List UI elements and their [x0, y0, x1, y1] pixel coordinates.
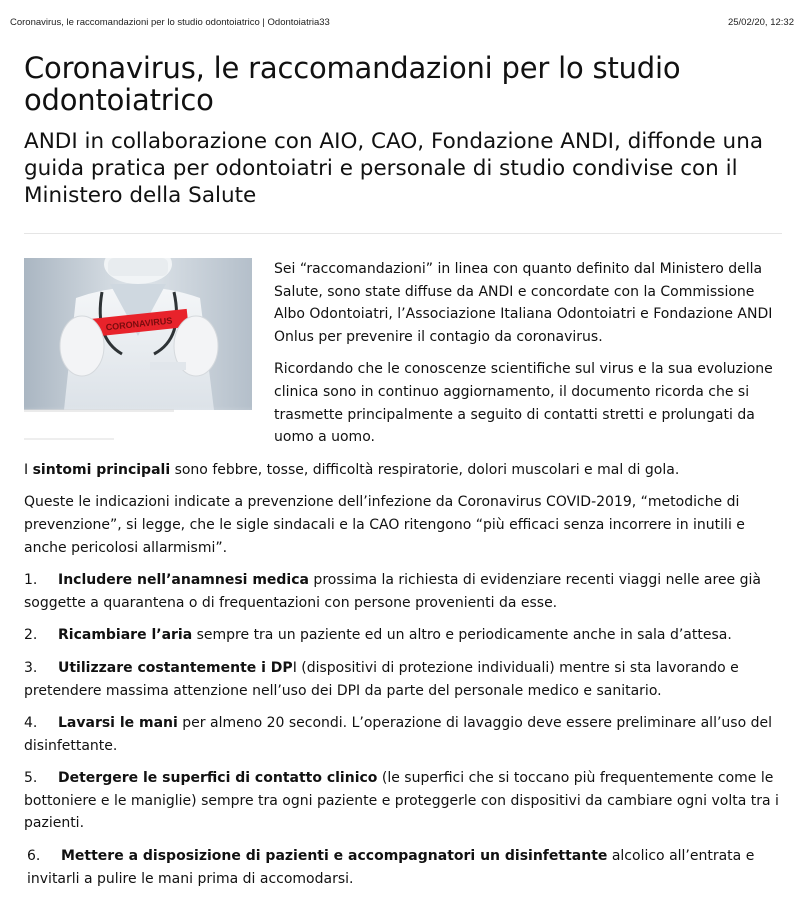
step-title: Lavarsi le mani	[58, 715, 178, 732]
p3-bold: sintomi principali	[32, 461, 171, 478]
step-text: I (dispositivi di protezione individuali) mentre si sta lavorando e pretendere massima attenzione nell’uso dei DPI da parte del personale medico e sanitario.	[24, 659, 739, 699]
step-number: 2.	[24, 627, 38, 644]
step-title: Includere nell’anamnesi medica	[58, 572, 309, 589]
step-text: prossima la richiesta di evidenziare recenti viaggi nelle aree già soggette a quarantena o di frequentazioni con persone provenienti da esse.	[24, 572, 761, 611]
step-number: 4.	[24, 715, 38, 732]
step-5	[24, 767, 784, 835]
page-title-header: Coronavirus, le raccomandazioni per lo studio odontoiatrico | Odontoiatria33	[10, 17, 330, 28]
paragraph-3	[24, 459, 784, 482]
paragraph-4: Queste le indicazioni indicate a prevenzione dell’infezione da Coronavirus COVID-2019, “metodiche di prevenzione”, si legge, che le sigle sindacali e la CAO ritengono “più efficaci senza incorrere in inutili e anche pericolosi allarmismi”.	[24, 494, 745, 556]
print-date: 25/02/20, 12:32	[727, 17, 794, 28]
step-number: 5.	[24, 770, 38, 787]
step-text: sempre tra un paziente ed un altro e periodicamente anche in sala d’attesa.	[192, 627, 732, 644]
step-1	[24, 569, 784, 614]
article-image	[24, 258, 252, 448]
image-label-text: CORONAVIRUS	[105, 315, 173, 333]
print-header	[10, 17, 794, 28]
step-number: 6.	[27, 848, 41, 865]
article-body	[24, 258, 784, 900]
step-title: Mettere a disposizione di pazienti e accompagnatori un disinfettante	[61, 848, 608, 865]
step-title: Utilizzare costantemente i DP	[58, 659, 293, 676]
p3-prefix: I	[24, 461, 33, 478]
paragraph-1: Sei “raccomandazioni” in linea con quanto definito dal Ministero della Salute, sono state diffuse da ANDI e concordate con la Commissione Albo Odontoiatri, l’Associazione Italiana Odontoiatri e Fondazione ANDI Onlus per prevenire il contagio da coronavirus.	[274, 261, 773, 345]
article-subtitle: ANDI in collaborazione con AIO, CAO, Fondazione ANDI, diffonde una guida pratica per odontoiatri e personale di studio condivise con il Ministero della Salute	[24, 129, 763, 208]
step-text: (le superfici che si toccano più frequentemente come le bottoniere e le maniglie) sempre tra ogni paziente e proteggerle con dispositivi da cambiare ogni volta tra i pazienti.	[24, 770, 779, 832]
divider	[24, 233, 782, 234]
doctor-holding-label-image	[24, 258, 252, 448]
step-6	[24, 845, 784, 890]
paragraph-2: Ricordando che le conoscenze scientifiche sul virus e la sua evoluzione clinica sono in continuo aggiornamento, il documento ricorda che si trasmette principalmente a seguito di contatti stretti e prolungati da uomo a uomo.	[274, 361, 773, 446]
step-3	[24, 657, 784, 702]
article-title: Coronavirus, le raccomandazioni per lo studio odontoiatrico	[24, 51, 681, 117]
step-text: alcolico all’entrata e invitarli a pulire le mani prima di accomodarsi.	[27, 848, 755, 887]
step-text: per almeno 20 secondi. L’operazione di lavaggio deve essere preliminare all’uso del disinfettante.	[24, 715, 772, 754]
step-number: 1.	[24, 572, 38, 589]
step-title: Ricambiare l’aria	[58, 627, 193, 644]
step-number: 3.	[24, 659, 38, 676]
step-title: Detergere le superfici di contatto clinico	[58, 770, 378, 787]
step-2	[24, 624, 784, 647]
p3-suffix: sono febbre, tosse, difficoltà respiratorie, dolori muscolari e mal di gola.	[170, 461, 680, 478]
step-4	[24, 712, 784, 757]
